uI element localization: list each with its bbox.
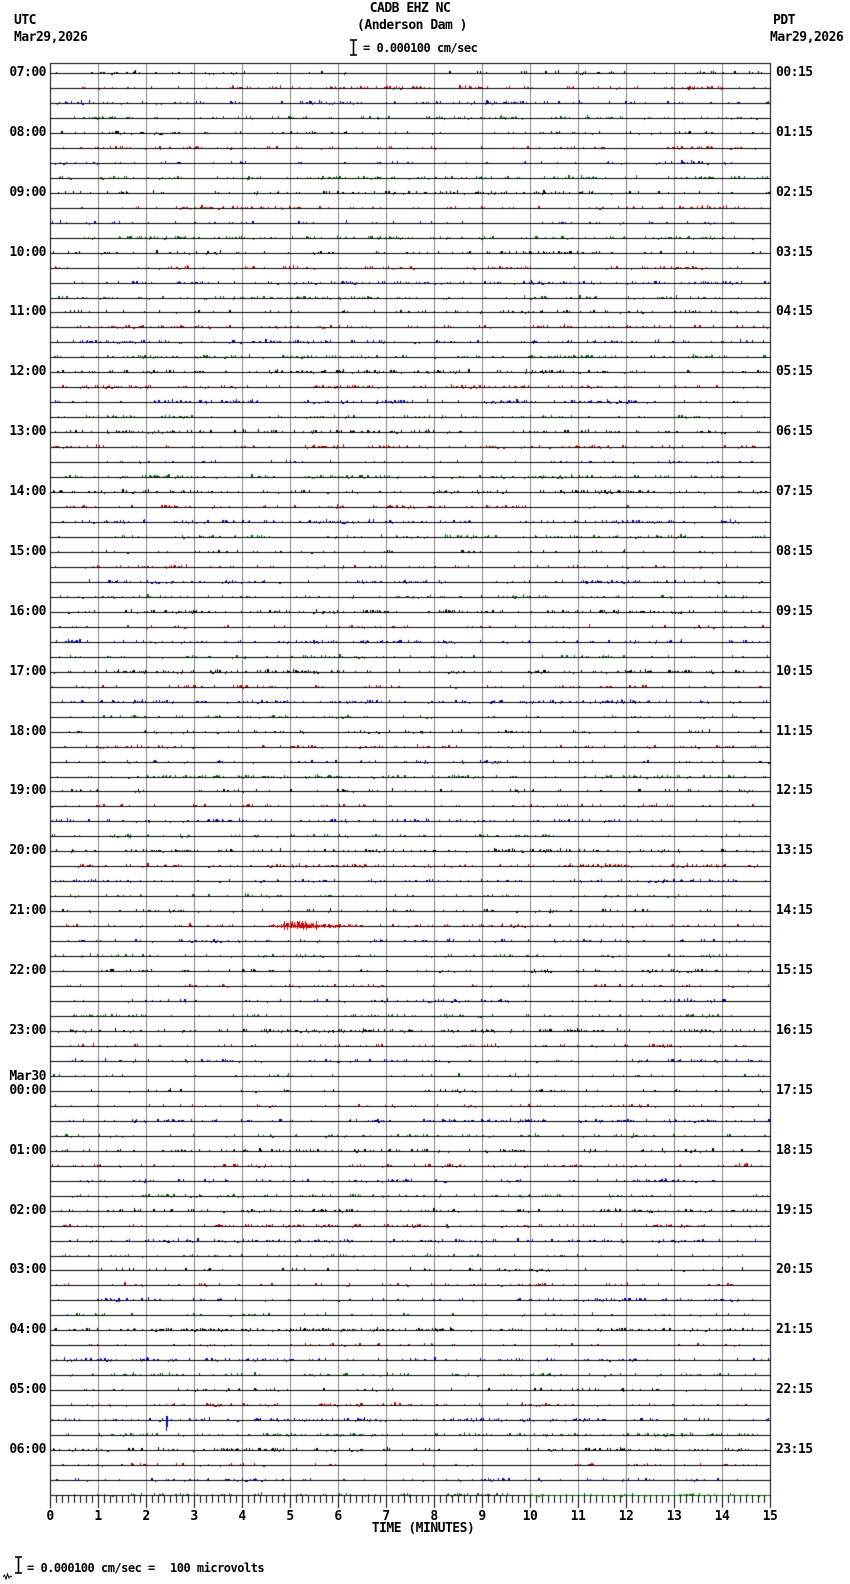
x-axis-tick-label: 6 [334,1509,342,1524]
pdt-quarter-label: 19:15 [776,1203,813,1218]
utc-hour-label: 02:00 [9,1203,46,1218]
x-axis-tick-label: 14 [714,1509,730,1524]
x-axis-title: TIME (MINUTES) [371,1521,475,1536]
utc-hour-label: 09:00 [9,185,46,200]
utc-hour-label: 17:00 [9,664,46,679]
pdt-quarter-label: 04:15 [776,304,813,319]
pdt-quarter-label: 15:15 [776,963,813,978]
x-axis-tick-label: 1 [94,1509,102,1524]
x-axis-tick-label: 8 [430,1509,438,1524]
x-axis-tick-label: 13 [666,1509,682,1524]
pdt-quarter-label: 05:15 [776,364,813,379]
pdt-quarter-label: 01:15 [776,125,813,140]
pdt-quarter-label: 13:15 [776,843,813,858]
pdt-quarter-label: 17:15 [776,1083,813,1098]
pdt-quarter-label: 16:15 [776,1023,813,1038]
x-axis-tick-label: 2 [142,1509,150,1524]
utc-hour-label: 04:00 [9,1322,46,1337]
pdt-quarter-label: 11:15 [776,724,813,739]
scale-bar-icon-footer [14,1556,23,1578]
x-axis-tick-label: 11 [570,1509,586,1524]
x-axis-tick-label: 5 [286,1509,294,1524]
x-axis-tick-label: 12 [618,1509,634,1524]
x-axis-tick-label: 3 [190,1509,198,1524]
pdt-quarter-label: 12:15 [776,783,813,798]
utc-hour-label: 10:00 [9,245,46,260]
utc-hour-label: 16:00 [9,604,46,619]
pdt-quarter-label: 22:15 [776,1382,813,1397]
pdt-quarter-label: 20:15 [776,1262,813,1277]
x-axis-tick-label: 4 [238,1509,246,1524]
utc-hour-label: 23:00 [9,1023,46,1038]
pdt-quarter-label: 02:15 [776,185,813,200]
utc-hour-label: 01:00 [9,1143,46,1158]
pdt-quarter-label: 23:15 [776,1442,813,1457]
utc-hour-label: 08:00 [9,125,46,140]
utc-hour-label: 22:00 [9,963,46,978]
x-axis-tick-label: 0 [46,1509,54,1524]
pdt-quarter-label: 18:15 [776,1143,813,1158]
x-axis-tick-label: 7 [382,1509,390,1524]
pdt-quarter-label: 03:15 [776,245,813,260]
utc-hour-label: 06:00 [9,1442,46,1457]
utc-hour-label: 03:00 [9,1262,46,1277]
pdt-quarter-label: 09:15 [776,604,813,619]
pdt-quarter-label: 07:15 [776,484,813,499]
pdt-quarter-label: 08:15 [776,544,813,559]
pdt-quarter-label: 21:15 [776,1322,813,1337]
utc-hour-label: 18:00 [9,724,46,739]
utc-date-rollover-label: Mar30 [9,1069,46,1084]
utc-hour-label: 19:00 [9,783,46,798]
footer-microvolts-note: 100 microvolts [170,1561,265,1575]
pdt-quarter-label: 14:15 [776,903,813,918]
utc-hour-label: 11:00 [9,304,46,319]
pdt-quarter-label: 06:15 [776,424,813,439]
utc-hour-label: 13:00 [9,424,46,439]
utc-hour-label: 15:00 [9,544,46,559]
utc-hour-label: 12:00 [9,364,46,379]
pdt-quarter-label: 10:15 [776,664,813,679]
x-axis-tick-label: 9 [478,1509,486,1524]
trace-amplitude-glyph [3,1566,12,1584]
utc-hour-label: 00:00 [9,1083,46,1098]
x-axis-tick-label: 15 [762,1509,778,1524]
utc-hour-label: 05:00 [9,1382,46,1397]
x-axis-tick-label: 10 [522,1509,538,1524]
utc-hour-label: 14:00 [9,484,46,499]
footer-scale-note: = 0.000100 cm/sec = [27,1561,155,1575]
pdt-quarter-label: 00:15 [776,65,813,80]
utc-hour-label: 20:00 [9,843,46,858]
utc-hour-label: 07:00 [9,65,46,80]
utc-hour-label: 21:00 [9,903,46,918]
